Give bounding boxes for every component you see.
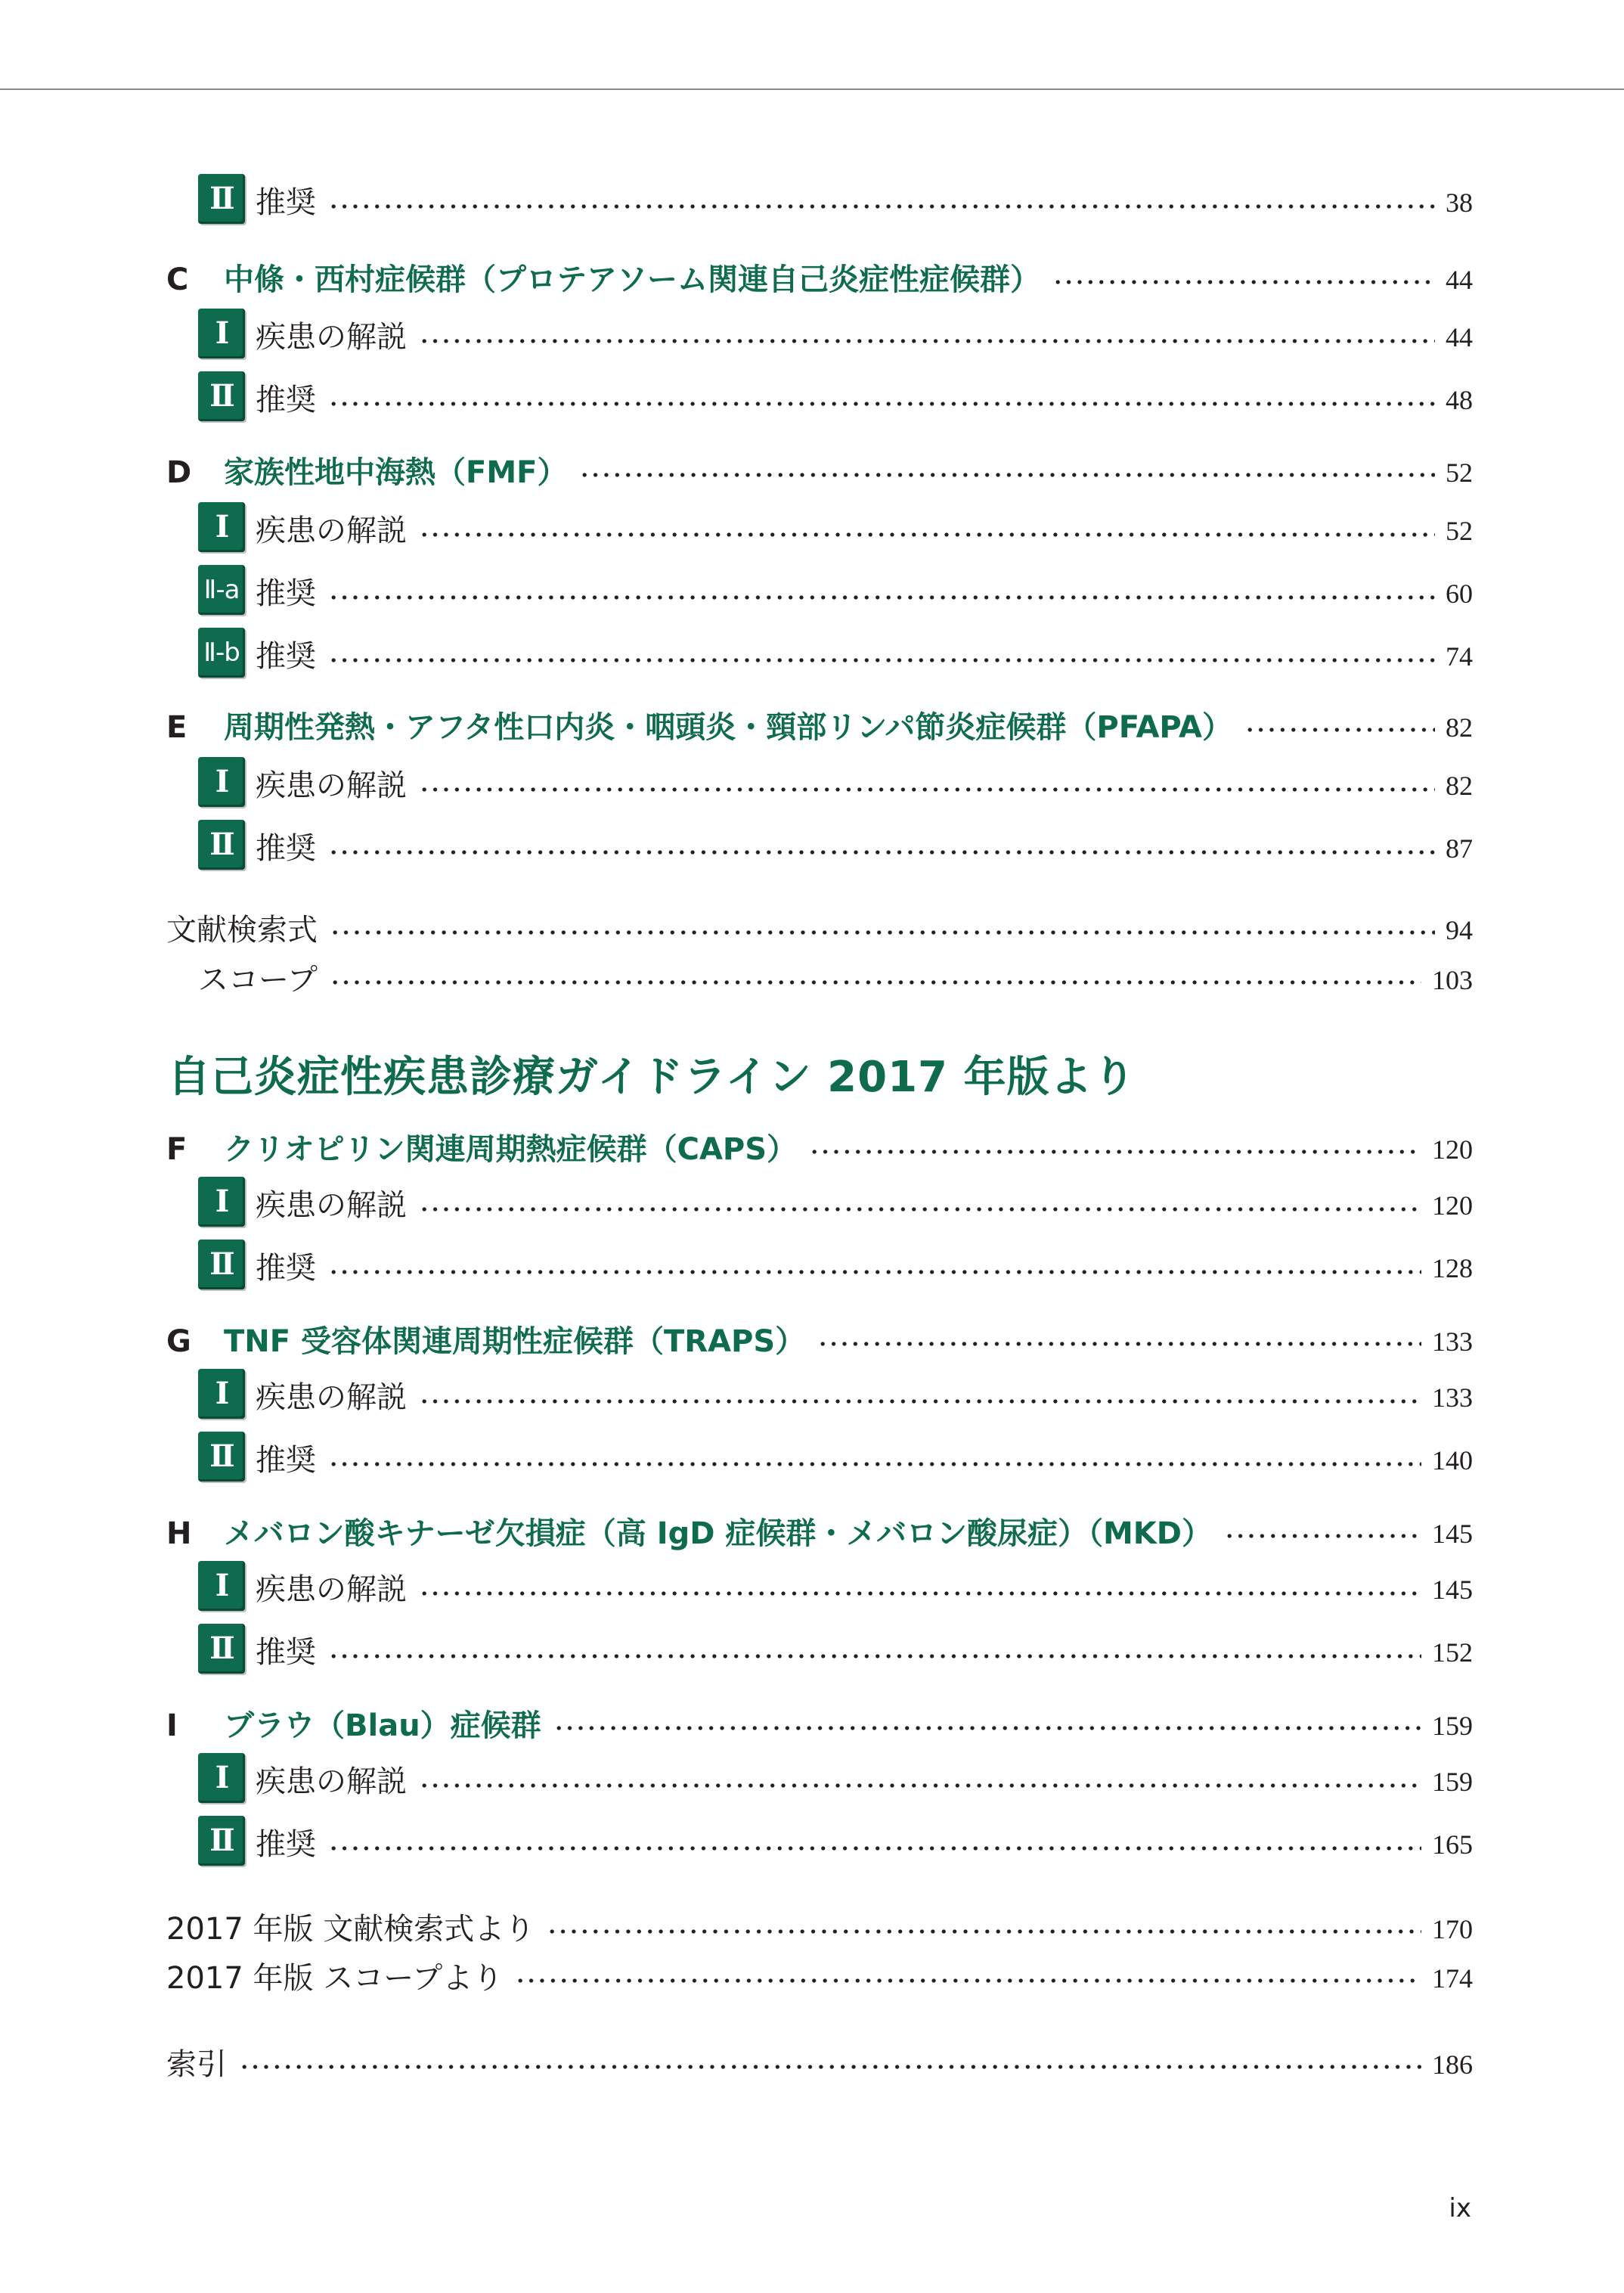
toc-entry[interactable] xyxy=(166,697,1473,746)
page-number-ref: 133 xyxy=(1432,1326,1473,1357)
section-title: 推奨 xyxy=(256,1443,316,1478)
page-number-ref: 87 xyxy=(1446,833,1473,864)
toc-entry[interactable] xyxy=(166,821,1473,870)
dot-leader xyxy=(419,532,1435,537)
toc-entry[interactable] xyxy=(166,310,1473,358)
dot-leader xyxy=(328,658,1435,662)
toc-entry[interactable] xyxy=(166,950,1473,998)
section-number-badge: Ⅰ xyxy=(198,309,245,358)
dot-leader xyxy=(328,1654,1421,1658)
page-number-ref: 159 xyxy=(1432,1767,1473,1797)
toc-entry[interactable] xyxy=(166,900,1473,948)
page-number-ref: 48 xyxy=(1446,385,1473,415)
dot-leader xyxy=(419,1207,1421,1212)
dot-leader xyxy=(419,1399,1421,1404)
toc-entry[interactable] xyxy=(166,1241,1473,1289)
section-number-badge: Ⅱ xyxy=(198,1624,245,1674)
chapter-title: 中條・西村症候群（プロテアソーム関連自己炎症性症候群） xyxy=(224,262,1040,297)
dot-leader xyxy=(1244,728,1435,732)
header-rule xyxy=(0,88,1624,90)
page-number-ref: 60 xyxy=(1446,579,1473,609)
dot-leader xyxy=(328,204,1435,209)
section-title: 疾患の解説 xyxy=(256,1188,407,1223)
dot-leader xyxy=(817,1342,1421,1346)
chapter-title: 周期性発熱・アフタ性口内炎・咽頭炎・頸部リンパ節炎症候群（PFAPA） xyxy=(224,710,1233,745)
chapter-letter: E xyxy=(166,710,188,745)
chapter-letter: G xyxy=(166,1324,191,1359)
chapter-title: メバロン酸キナーゼ欠損症（高 IgD 症候群・メバロン酸尿症）（MKD） xyxy=(224,1516,1212,1551)
dot-leader xyxy=(1224,1534,1421,1538)
section-title: 疾患の解説 xyxy=(256,320,407,355)
section-number-badge: Ⅱ xyxy=(198,1240,245,1289)
page-number-ref: 145 xyxy=(1432,1519,1473,1549)
dot-leader xyxy=(328,402,1435,406)
section-title: 疾患の解説 xyxy=(256,768,407,803)
toc-entry[interactable] xyxy=(166,1817,1473,1866)
entry-title: 文献検索式 xyxy=(166,913,318,948)
section-number-badge: Ⅰ xyxy=(198,757,245,807)
page-number-ref: 74 xyxy=(1446,641,1473,672)
section-heading: 自己炎症性疾患診療ガイドライン 2017 年版より xyxy=(168,1053,1136,1102)
page-number-ref: 170 xyxy=(1432,1914,1473,1944)
dot-leader xyxy=(419,1591,1421,1596)
toc-entry[interactable] xyxy=(166,759,1473,807)
page-number-ref: 120 xyxy=(1432,1190,1473,1221)
dot-leader xyxy=(330,930,1435,935)
page-number-ref: 103 xyxy=(1432,965,1473,995)
dot-leader xyxy=(328,1270,1421,1274)
toc-entry[interactable] xyxy=(166,629,1473,678)
dot-leader xyxy=(328,850,1435,855)
section-title: 推奨 xyxy=(256,1635,316,1670)
section-number-badge: Ⅱ xyxy=(198,1816,245,1866)
page-number-ref: 159 xyxy=(1432,1711,1473,1741)
chapter-letter: F xyxy=(166,1132,188,1167)
page-number-ref: 128 xyxy=(1432,1253,1473,1283)
section-number-badge: Ⅱ-b xyxy=(198,628,245,678)
section-title: 推奨 xyxy=(256,185,316,220)
page-number-ref: 145 xyxy=(1432,1575,1473,1605)
toc-entry[interactable] xyxy=(166,1696,1473,1744)
page-number-ref: 52 xyxy=(1446,458,1473,488)
section-title: 疾患の解説 xyxy=(256,1380,407,1415)
chapter-letter: H xyxy=(166,1516,192,1551)
toc-entry[interactable] xyxy=(166,1562,1473,1611)
section-number-badge: Ⅰ xyxy=(198,1561,245,1611)
section-number-badge: Ⅰ xyxy=(198,1753,245,1803)
dot-leader xyxy=(547,1929,1421,1934)
dot-leader xyxy=(328,1846,1421,1851)
toc-entry[interactable] xyxy=(166,373,1473,421)
dot-leader xyxy=(328,1462,1421,1466)
dot-leader xyxy=(328,595,1435,600)
toc-entry[interactable] xyxy=(166,1119,1473,1168)
dot-leader xyxy=(239,2065,1421,2069)
section-title: 疾患の解説 xyxy=(256,514,407,548)
page-number-ref: 38 xyxy=(1446,188,1473,218)
section-number-badge: Ⅱ xyxy=(198,174,245,224)
toc-entry[interactable] xyxy=(166,1311,1473,1360)
toc-entry[interactable] xyxy=(166,1178,1473,1227)
page-number-ref: 152 xyxy=(1432,1637,1473,1668)
dot-leader xyxy=(419,339,1435,343)
section-number-badge: Ⅰ xyxy=(198,1177,245,1227)
page-number: ix xyxy=(1449,2193,1471,2223)
section-number-badge: Ⅰ xyxy=(198,1369,245,1419)
dot-leader xyxy=(330,980,1421,985)
page-number-ref: 186 xyxy=(1432,2049,1473,2080)
section-title: 推奨 xyxy=(256,1827,316,1862)
dot-leader xyxy=(579,473,1435,477)
page-number-ref: 133 xyxy=(1432,1382,1473,1413)
page-number-ref: 120 xyxy=(1432,1134,1473,1165)
entry-title: 2017 年版 スコープより xyxy=(166,1961,504,1996)
chapter-title: TNF 受容体関連周期性症候群（TRAPS） xyxy=(224,1324,806,1359)
section-number-badge: Ⅱ xyxy=(198,371,245,421)
dot-leader xyxy=(515,1978,1421,1983)
section-title: 疾患の解説 xyxy=(256,1764,407,1799)
section-number-badge: Ⅱ xyxy=(198,820,245,870)
dot-leader xyxy=(419,787,1435,792)
section-number-badge: Ⅱ xyxy=(198,1432,245,1482)
toc-entry[interactable] xyxy=(166,442,1473,491)
toc-entry[interactable] xyxy=(166,1503,1473,1552)
chapter-letter: I xyxy=(166,1708,178,1743)
toc-entry[interactable] xyxy=(166,504,1473,552)
dot-leader xyxy=(1052,280,1435,284)
section-title: 推奨 xyxy=(256,1251,316,1286)
entry-title: 索引 xyxy=(166,2047,227,2082)
toc-entry[interactable] xyxy=(166,2034,1473,2083)
chapter-title: クリオピリン関連周期熱症候群（CAPS） xyxy=(224,1132,798,1167)
page-number-ref: 52 xyxy=(1446,516,1473,546)
section-number-badge: Ⅰ xyxy=(198,502,245,552)
page-number-ref: 94 xyxy=(1446,915,1473,945)
toc-entry[interactable] xyxy=(166,566,1473,615)
page-number-ref: 165 xyxy=(1432,1829,1473,1860)
page-number-ref: 44 xyxy=(1446,265,1473,295)
toc-entry[interactable] xyxy=(166,1755,1473,1803)
toc-entry[interactable] xyxy=(166,1370,1473,1419)
toc-entry[interactable] xyxy=(166,1625,1473,1674)
page-number-ref: 44 xyxy=(1446,322,1473,352)
chapter-letter: D xyxy=(166,455,192,490)
entry-title: スコープ xyxy=(198,963,318,998)
dot-leader xyxy=(553,1726,1421,1730)
page-number-ref: 174 xyxy=(1432,1963,1473,1994)
toc-entry[interactable] xyxy=(166,1948,1473,1997)
dot-leader xyxy=(419,1783,1421,1788)
chapter-title: 家族性地中海熱（FMF） xyxy=(224,455,568,490)
page-number-ref: 140 xyxy=(1432,1445,1473,1475)
toc-entry[interactable] xyxy=(166,250,1473,298)
section-title: 推奨 xyxy=(256,383,316,417)
chapter-letter: C xyxy=(166,262,189,297)
entry-title: 2017 年版 文献検索式より xyxy=(166,1912,535,1947)
toc-entry[interactable] xyxy=(166,175,1473,224)
section-title: 推奨 xyxy=(256,576,316,611)
section-number-badge: Ⅱ-a xyxy=(198,565,245,615)
toc-entry[interactable] xyxy=(166,1433,1473,1482)
page-number-ref: 82 xyxy=(1446,712,1473,743)
dot-leader xyxy=(809,1150,1421,1154)
section-title: 推奨 xyxy=(256,639,316,674)
page-number-ref: 82 xyxy=(1446,771,1473,801)
chapter-title: ブラウ（Blau）症候群 xyxy=(224,1708,541,1743)
toc-entry[interactable] xyxy=(166,1899,1473,1947)
section-title: 推奨 xyxy=(256,831,316,866)
section-title: 疾患の解説 xyxy=(256,1572,407,1607)
